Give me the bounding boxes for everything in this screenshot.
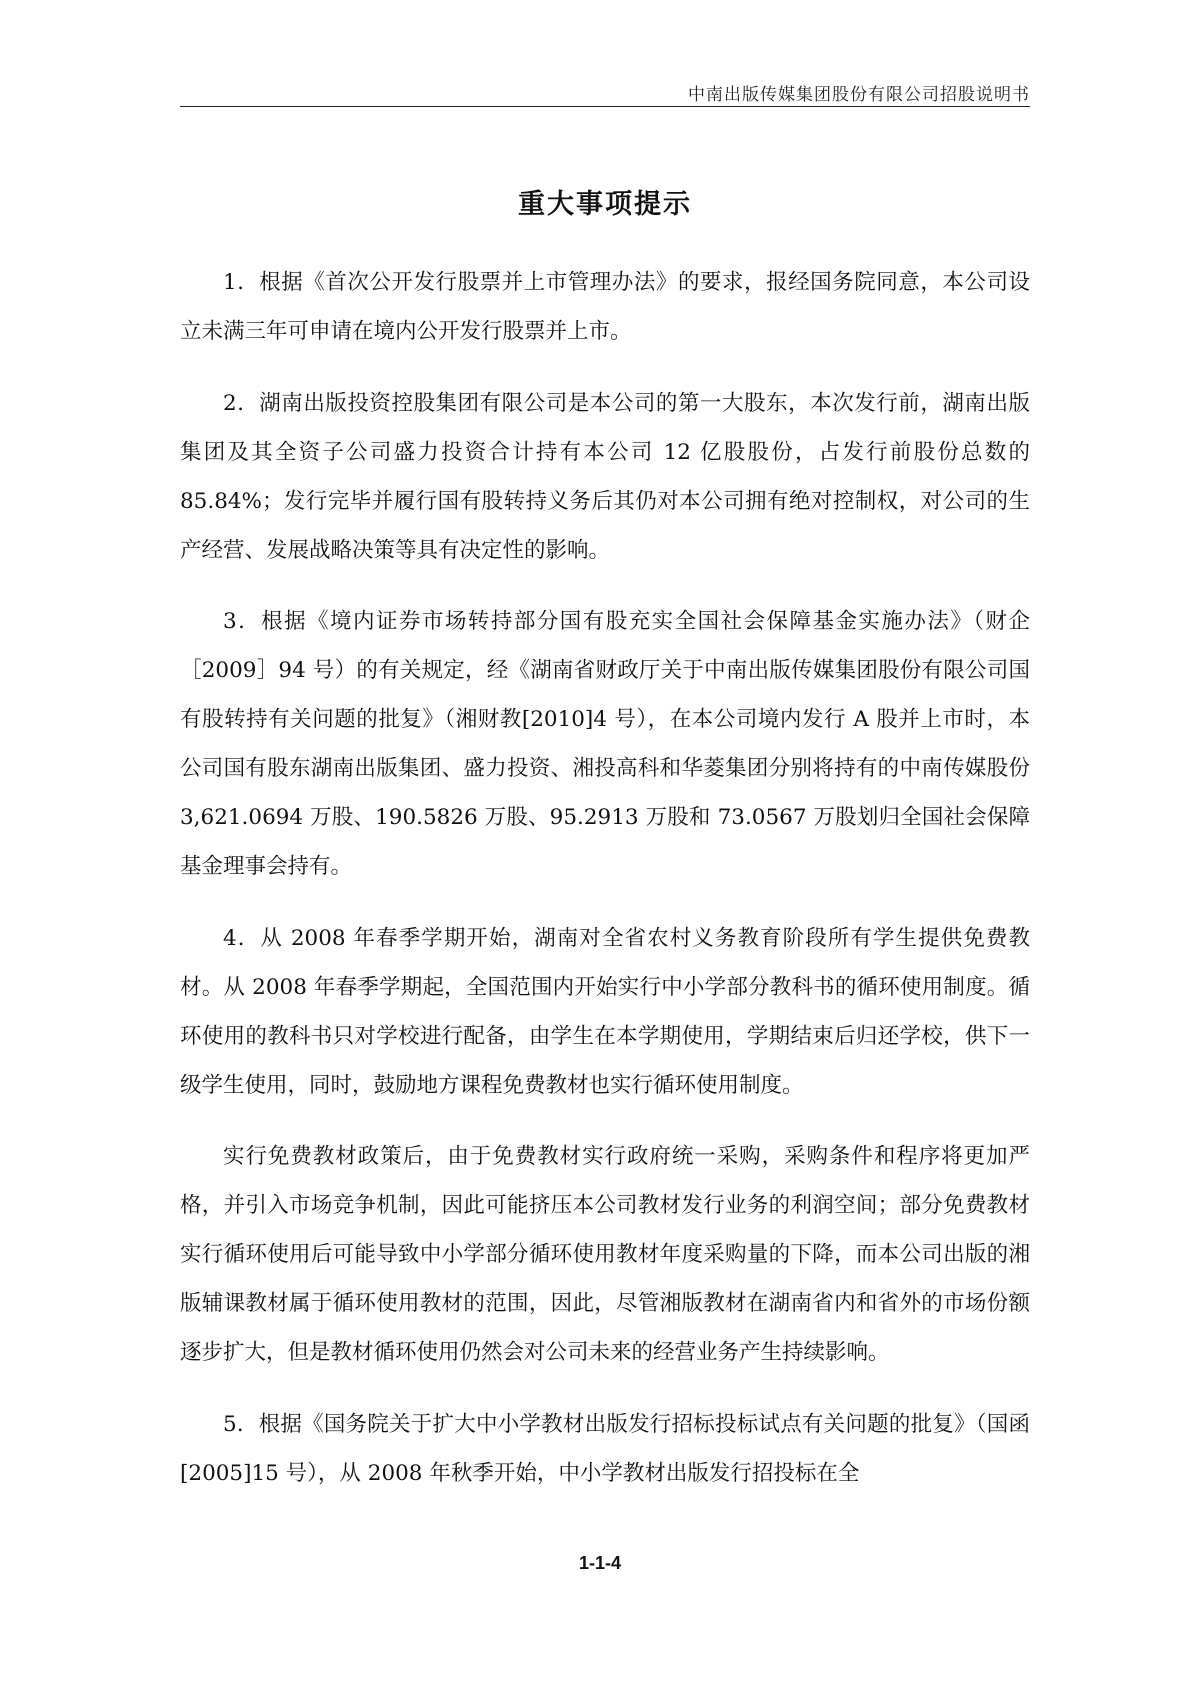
paragraph-4-continued: 实行免费教材政策后，由于免费教材实行政府统一采购，采购条件和程序将更加严格，并引入市场竞争机制，因此可能挤压本公司教材发行业务的利润空间；部分免费教材实行循环使用后可能导致中小学部分循环使用教材年度采购量的下降，而本公司出版的湘版辅课教材属于循环使用教材的范围，因此，尽管湘版教材在湖南省内和省外的市场份额逐步扩大，但是教材循环使用仍然会对公司未来的经营业务产生持续影响。 [180,1144,1030,1365]
section-title: 重大事项提示 [518,189,692,220]
paragraph-3: 3．根据《境内证券市场转持部分国有股充实全国社会保障基金实施办法》（财企［2009］94 号）的有关规定，经《湖南省财政厅关于中南出版传媒集团股份有限公司国有股转持有关问题的批复》（湘财教[2010]4 号），在本公司境内发行 A 股并上市时，本公司国有股东湖南出版集团、盛力投资、湘投高科和华菱集团分别将持有的中南传媒股份 3,621.0694 万股、190.5826 万股、95.2913 万股和 73.0567 万股划归全国社会保障基金理事会持有。 [180,609,1030,879]
paragraph-2: 2．湖南出版投资控股集团有限公司是本公司的第一大股东，本次发行前，湖南出版集团及其全资子公司盛力投资合计持有本公司 12 亿股股份，占发行前股份总数的 85.84%；发行完毕并履行国有股转持义务后其仍对本公司拥有绝对控制权，对公司的生产经营、发展战略决策等具有决定性的影响。 [180,390,1030,563]
paragraph-4: 4．从 2008 年春季学期开始，湖南对全省农村义务教育阶段所有学生提供免费教材。从 2008 年春季学期起，全国范围内开始实行中小学部分教科书的循环使用制度。循环使用的教科书只对学校进行配备，由学生在本学期使用，学期结束后归还学校，供下一级学生使用，同时，鼓励地方课程免费教材也实行循环使用制度。 [180,925,1030,1098]
body-text [180,258,1030,1520]
header-divider [180,106,1030,107]
page-number: 1-1-4 [578,1553,622,1573]
paragraph-1: 1．根据《首次公开发行股票并上市管理办法》的要求，报经国务院同意，本公司设立未满三年可申请在境内公开发行股票并上市。 [180,270,1030,344]
document-running-header: 中南出版传媒集团股份有限公司招股说明书 [688,85,1030,105]
paragraph-5: 5．根据《国务院关于扩大中小学教材出版发行招标投标试点有关问题的批复》（国函[2005]15 号），从 2008 年秋季开始，中小学教材出版发行招投标在全 [180,1411,1030,1486]
